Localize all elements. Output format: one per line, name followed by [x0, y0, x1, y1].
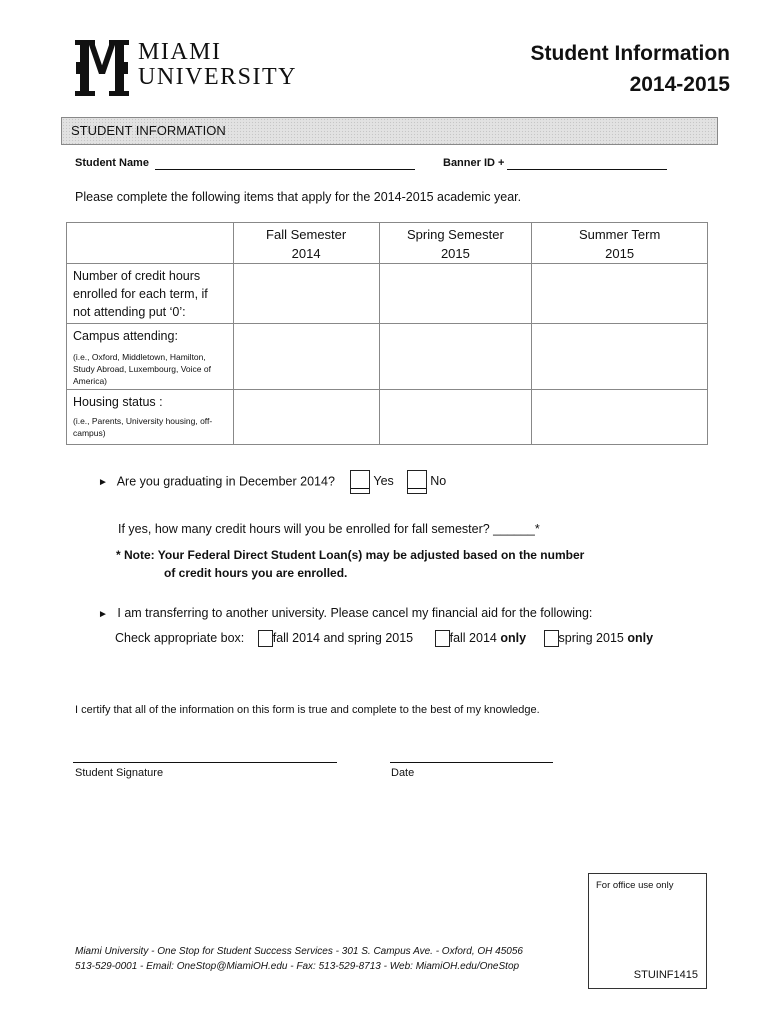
- option-spring-only-label: spring 2015: [558, 630, 628, 645]
- graduating-yes-checkbox[interactable]: [350, 470, 370, 494]
- check-box-label: Check appropriate box:: [115, 630, 245, 645]
- option-fall-spring-label: fall 2014 and spring 2015: [272, 630, 414, 645]
- banner-id-field[interactable]: [507, 156, 667, 170]
- university-wordmark: [138, 40, 297, 90]
- credit-hours-label: Number of credit hours enrolled for each term, if not attending put ‘0’:: [73, 269, 208, 319]
- graduation-question-row: [98, 470, 446, 494]
- fall-hours-followup: If yes, how many credit hours will you be enrolled for fall semester? ______*: [118, 522, 540, 536]
- no-label: No: [430, 474, 447, 489]
- date-label: Date: [391, 767, 415, 779]
- campus-hint: (i.e., Oxford, Middletown, Hamilton, Study Abroad, Luxembourg, Voice of America): [73, 352, 211, 386]
- miami-m-logo: [75, 40, 129, 96]
- title-line1: Student Information: [530, 42, 730, 65]
- option-fall-only-label: fall 2014: [449, 630, 501, 645]
- transfer-statement: I am transferring to another university. Please cancel my financial aid for the following:: [117, 606, 593, 620]
- student-name-label: Student Name: [75, 157, 149, 169]
- summer-header-line1: Summer Term: [578, 227, 661, 242]
- fall-header-line1: Fall Semester: [266, 227, 347, 242]
- table-row: [67, 264, 708, 324]
- footer-line2: 513-529-0001 - Email: OneStop@MiamiOH.edu - Fax: 513-529-8713 - Web: MiamiOH.edu/OneStop: [75, 961, 520, 972]
- banner-id-label: Banner ID +: [443, 157, 505, 169]
- housing-label: Housing status :: [73, 395, 163, 409]
- spring-header-line2: 2015: [440, 246, 470, 261]
- wordmark-line1: MIAMI: [138, 39, 222, 65]
- student-signature-line[interactable]: [73, 762, 337, 763]
- cell-summer-housing[interactable]: [532, 390, 708, 445]
- option-fall-only-checkbox[interactable]: [435, 630, 450, 647]
- row-label-housing: [67, 390, 234, 445]
- date-line[interactable]: [390, 762, 553, 763]
- spring-header-line1: Spring Semester: [406, 227, 504, 242]
- column-header-spring: [379, 223, 532, 264]
- term-table: [66, 222, 708, 445]
- section-header: [61, 117, 718, 145]
- option-fall-spring-checkbox[interactable]: [258, 630, 273, 647]
- option-fall-only-emphasis: only: [500, 630, 527, 645]
- table-header-empty: [67, 223, 234, 264]
- cell-fall-credit-hours[interactable]: [233, 264, 379, 324]
- graduating-no-checkbox[interactable]: [407, 470, 427, 494]
- bullet-arrow-icon: ►: [98, 609, 108, 620]
- table-row: [67, 324, 708, 390]
- loan-note-line2: of credit hours you are enrolled.: [164, 566, 348, 580]
- cell-spring-housing[interactable]: [379, 390, 532, 445]
- wordmark-line2: UNIVERSITY: [138, 64, 297, 90]
- cell-summer-credit-hours[interactable]: [532, 264, 708, 324]
- summer-header-line2: 2015: [605, 246, 635, 261]
- column-header-fall: [233, 223, 379, 264]
- office-use-box: [588, 873, 707, 989]
- table-header-row: [67, 223, 708, 264]
- footer-line1: Miami University - One Stop for Student Success Services - 301 S. Campus Ave. - Oxford, OH 45056: [75, 946, 523, 957]
- table-row: [67, 390, 708, 445]
- fall-header-line2: 2014: [291, 246, 321, 261]
- document-title: [531, 38, 730, 100]
- yes-label: Yes: [373, 474, 394, 489]
- transfer-options-row: [115, 630, 653, 647]
- cell-spring-campus[interactable]: [379, 324, 532, 390]
- cell-summer-campus[interactable]: [532, 324, 708, 390]
- footer: [75, 944, 523, 974]
- cell-spring-credit-hours[interactable]: [379, 264, 532, 324]
- graduating-no-box-wrap: [407, 474, 427, 489]
- graduating-yes-box-wrap: [350, 474, 370, 489]
- row-label-credit-hours: [67, 264, 234, 324]
- column-header-summer: [532, 223, 708, 264]
- title-line2: 2014-2015: [629, 73, 730, 96]
- campus-label: Campus attending:: [73, 329, 178, 343]
- loan-note-line1: * Note: Your Federal Direct Student Loan(s) may be adjusted based on the number: [116, 548, 585, 562]
- cell-fall-campus[interactable]: [233, 324, 379, 390]
- office-use-label: For office use only: [596, 880, 674, 891]
- housing-hint: (i.e., Parents, University housing, off-campus): [73, 416, 213, 438]
- bullet-arrow-icon: ►: [98, 477, 108, 489]
- form-code: STUINF1415: [633, 969, 698, 981]
- option-spring-only-checkbox[interactable]: [544, 630, 559, 647]
- graduation-question: Are you graduating in December 2014?: [116, 474, 335, 489]
- row-label-campus: [67, 324, 234, 390]
- student-name-field[interactable]: [155, 156, 415, 170]
- intro-text: Please complete the following items that apply for the 2014-2015 academic year.: [75, 190, 522, 204]
- cell-fall-housing[interactable]: [233, 390, 379, 445]
- option-spring-only-emphasis: only: [627, 630, 654, 645]
- section-header-text: STUDENT INFORMATION: [71, 123, 226, 138]
- certification-text: I certify that all of the information on this form is true and complete to the best of my knowledge.: [75, 704, 540, 716]
- student-signature-label: Student Signature: [75, 767, 164, 779]
- transfer-statement-row: [98, 606, 592, 620]
